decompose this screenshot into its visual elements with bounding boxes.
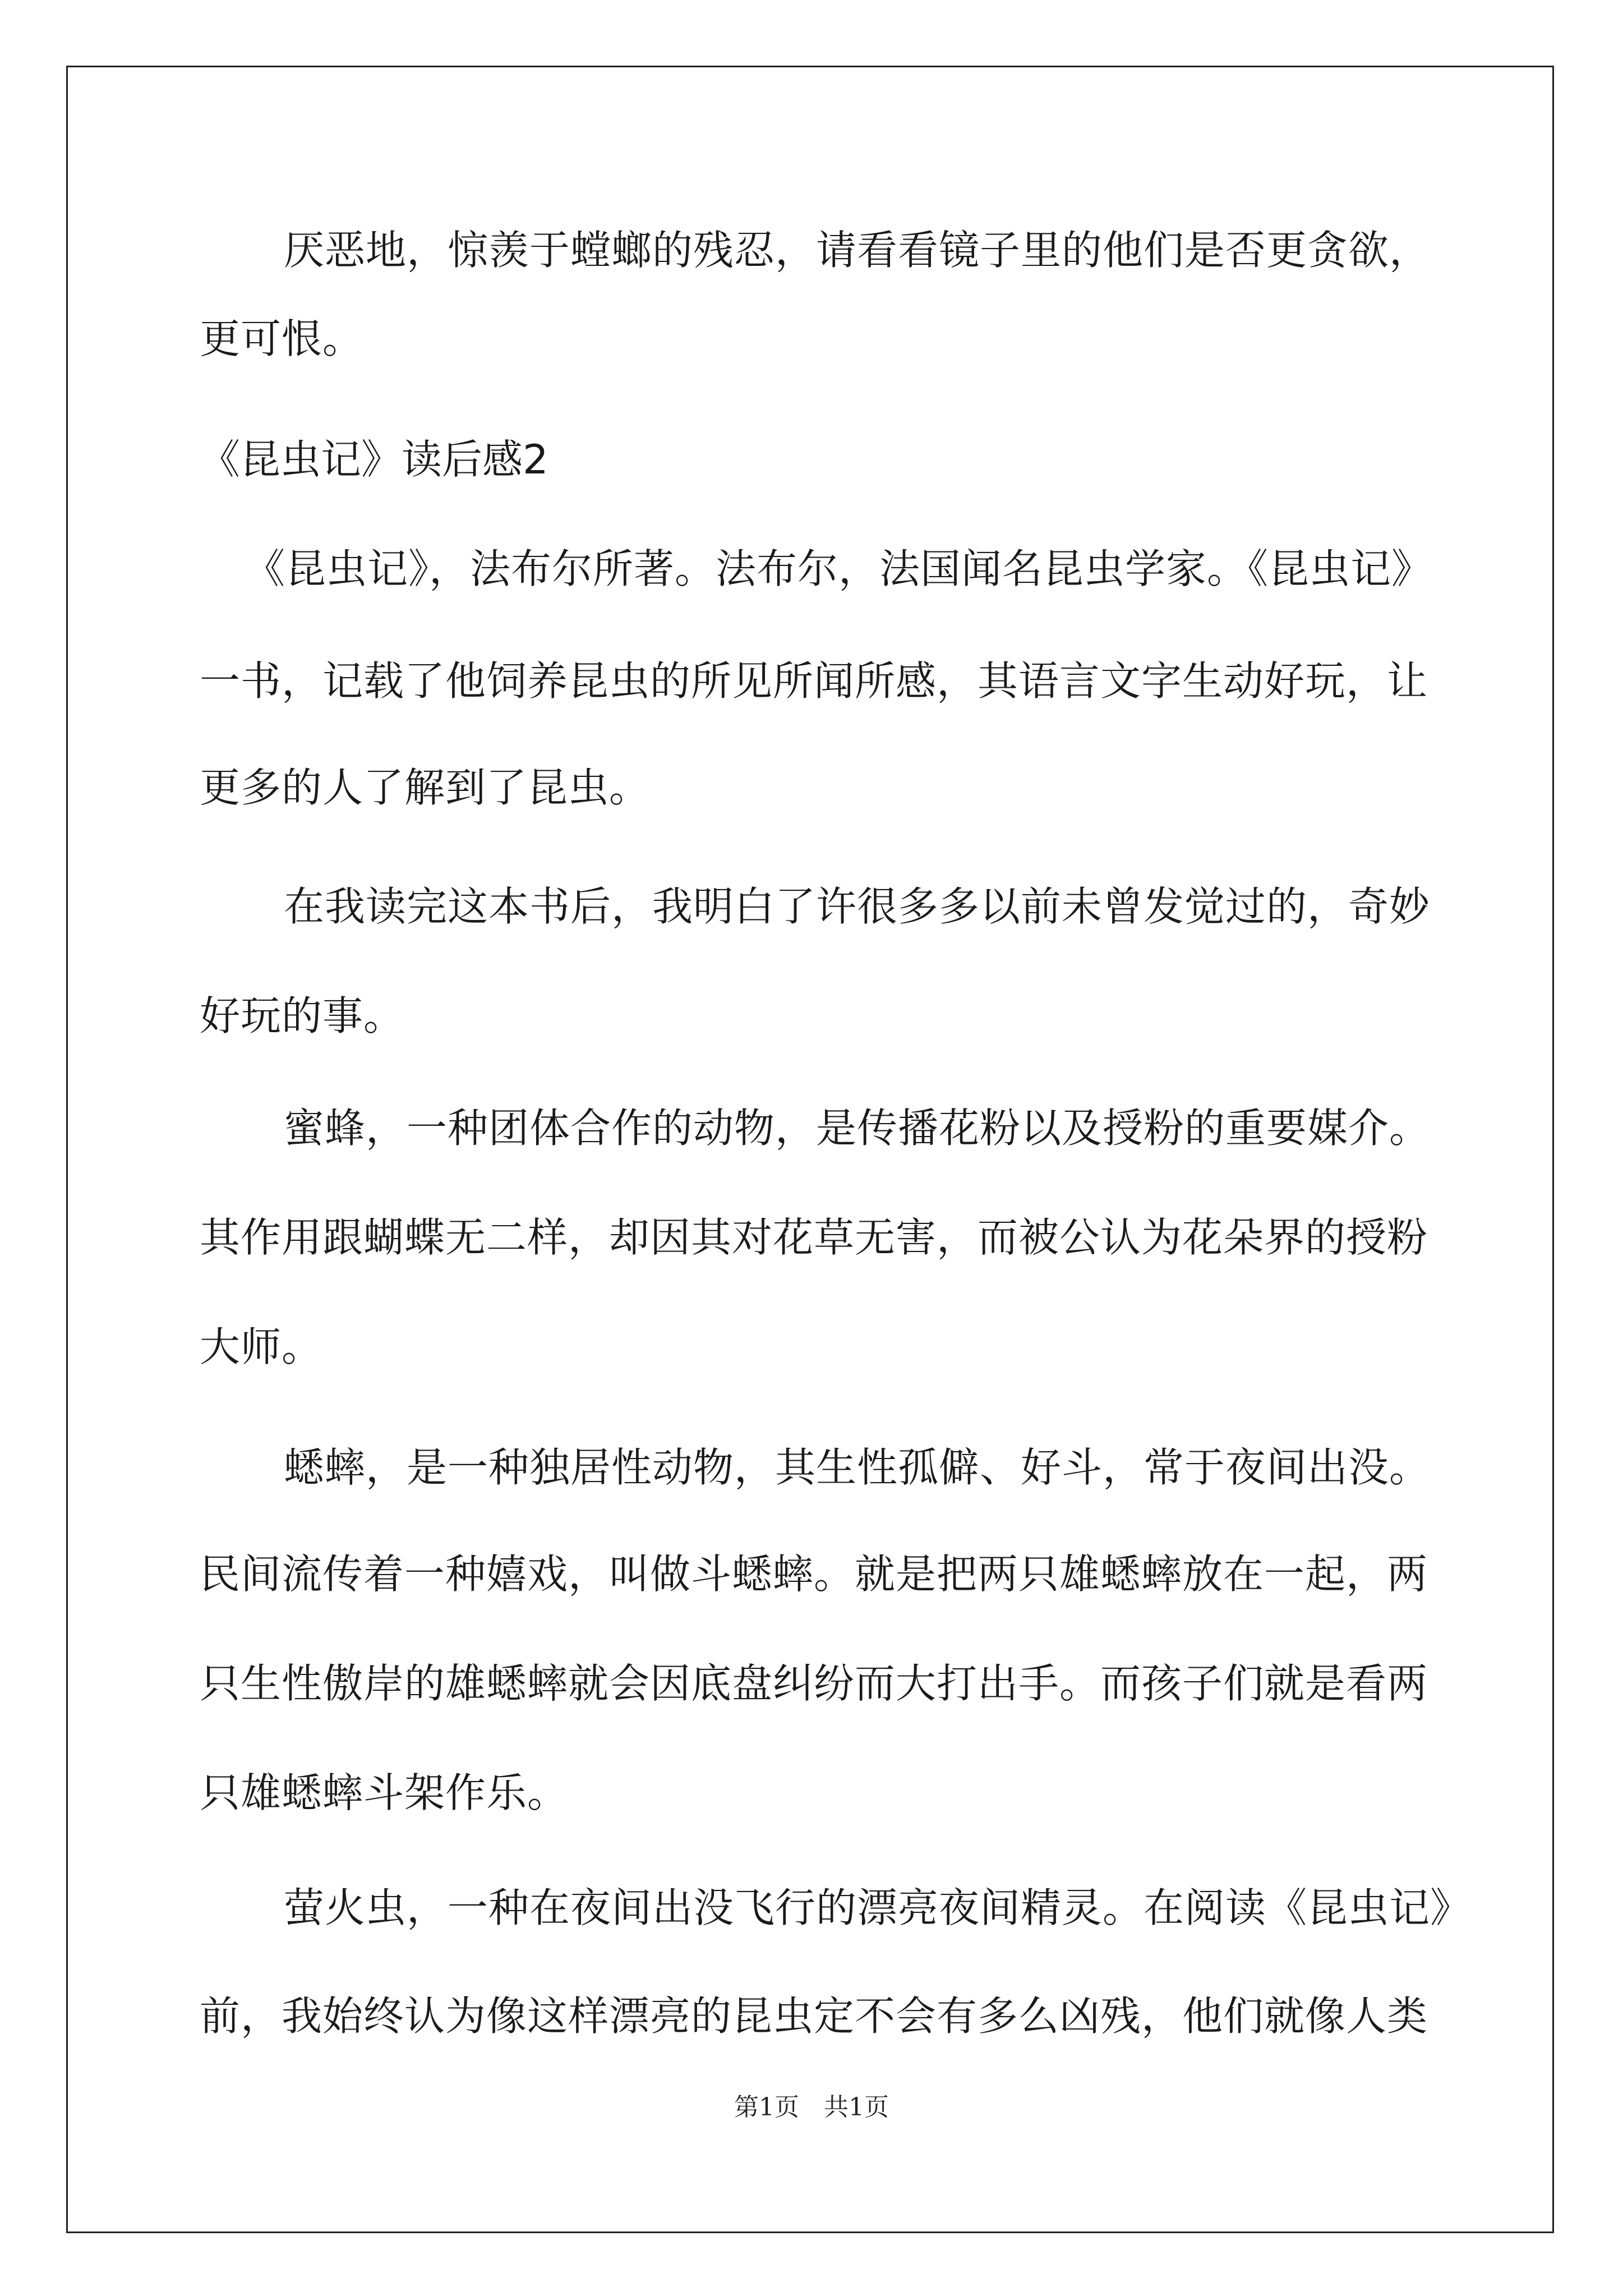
text-line-12: 蟋蟀，是一种独居性动物，其生性孤僻、好斗，常于夜间出没。 <box>284 1444 1431 1491</box>
text-line-17: 前，我始终认为像这样漂亮的昆虫定不会有多么凶残，他们就像人类 <box>200 1993 1428 2040</box>
text-line-10: 其作用跟蝴蝶无二样，却因其对花草无害，而被公认为花朵界的授粉 <box>200 1214 1428 1261</box>
text-line-5: 一书，记载了他饲养昆虫的所见所闻所感，其语言文字生动好玩，让 <box>200 657 1428 705</box>
text-line-7: 在我读完这本书后，我明白了许很多多以前未曾发觉过的，奇妙 <box>284 883 1431 930</box>
text-line-6: 更多的人了解到了昆虫。 <box>200 764 651 811</box>
text-line-15: 只雄蟋蟀斗架作乐。 <box>200 1769 569 1816</box>
page-number: 第1页 共1页 <box>734 2093 889 2122</box>
text-line-8: 好玩的事。 <box>200 992 405 1039</box>
section-heading: 《昆虫记》读后感2 <box>200 436 548 483</box>
text-line-14: 只生性傲岸的雄蟋蟀就会因底盘纠纷而大打出手。而孩子们就是看两 <box>200 1660 1428 1707</box>
text-line-4: 《昆虫记》，法布尔所著。法布尔，法国闻名昆虫学家。《昆虫记》 <box>245 545 1433 592</box>
text-line-9: 蜜蜂，一种团体合作的动物，是传播花粉以及授粉的重要媒介。 <box>284 1105 1431 1152</box>
text-line-1: 厌恶地，惊羡于螳螂的残忍，请看看镜子里的他们是否更贪欲， <box>284 227 1431 274</box>
text-line-11: 大师。 <box>200 1323 323 1370</box>
text-line-16: 萤火虫，一种在夜间出没飞行的漂亮夜间精灵。在阅读《昆虫记》 <box>284 1884 1472 1931</box>
text-line-13: 民间流传着一种嬉戏，叫做斗蟋蟀。就是把两只雄蟋蟀放在一起，两 <box>200 1550 1428 1598</box>
text-line-2: 更可恨。 <box>200 315 364 362</box>
